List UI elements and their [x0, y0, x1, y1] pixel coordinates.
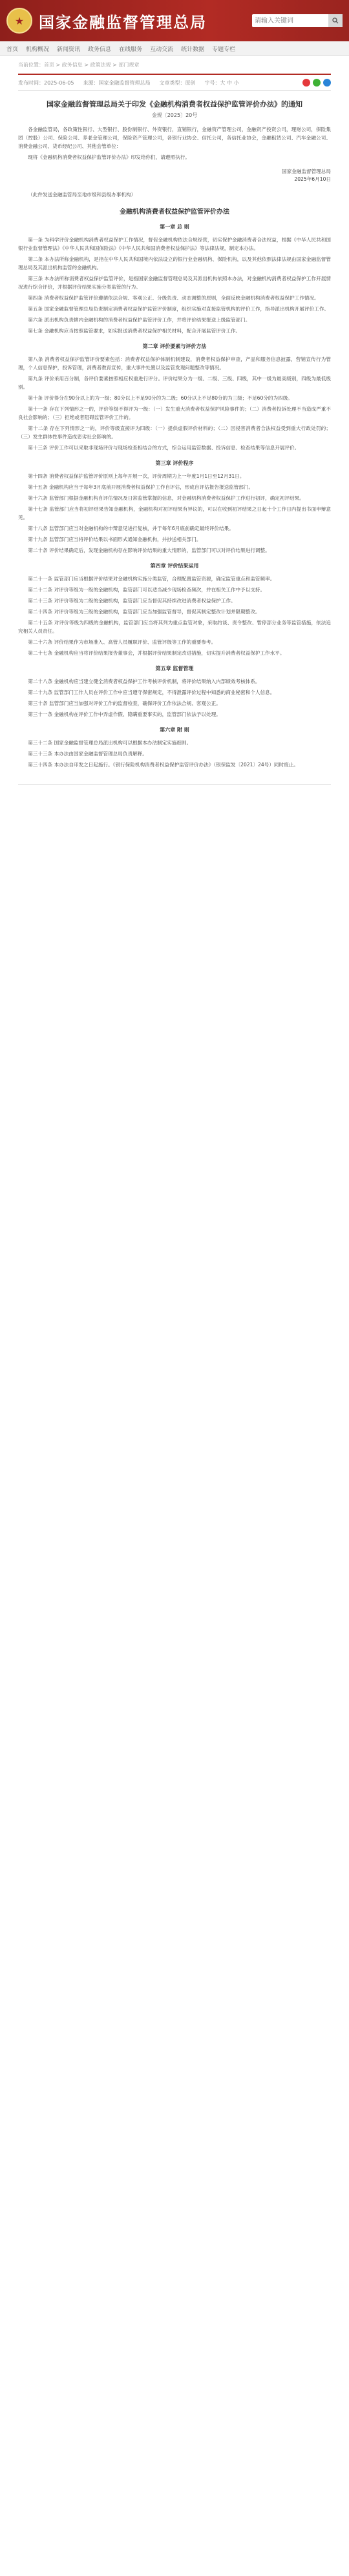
nav-item[interactable]: 新闻资讯	[57, 46, 81, 53]
emblem-icon: ★	[6, 8, 32, 34]
article-clause: 第三条 本办法所称消费者权益保护监管评价，是指国家金融监督管理总局及其派出机构依照本办法，对金融机构消费者权益保护工作开展情况进行综合评价，并根据评价结果实施分类监管的行为。	[18, 276, 331, 290]
font-size-control[interactable]: 字号：大 中 小	[204, 79, 239, 86]
article-clause: 第六条 派出机构负责辖内金融机构的消费者权益保护监管评价工作，并将评价结果报送上级监管部门。	[28, 317, 251, 323]
article-clause: 第二十九条 监管部门工作人员在评价工作中应当遵守保密规定，不得泄露评价过程中知悉的商业秘密和个人信息。	[28, 690, 275, 695]
article-clause: 第二十条 评价结果确定后，发现金融机构存在影响评价结果的重大情形的，监管部门可以对评价结果进行调整。	[28, 547, 270, 553]
wechat-share-icon[interactable]	[313, 79, 321, 87]
article-clause: 第八条 消费者权益保护监管评价要素包括：消费者权益保护体制机制建设，消费者权益保护审查，产品和服务信息披露，营销宣传行为管理，个人信息保护，投诉管理，消费者教育宣传，重大事件处置以及监管发现问题整改等情况。	[18, 356, 331, 371]
article-type: 文章类型：原创	[159, 79, 196, 86]
intro-paragraph: 现将《金融机构消费者权益保护监管评价办法》印发给你们，请遵照执行。	[28, 154, 190, 160]
article-clause: 第三十二条 国家金融监督管理总局派出机构可以根据本办法制定实施细则。	[28, 740, 192, 746]
search-input[interactable]	[252, 15, 328, 26]
article-clause: 第十二条 存在下列情形之一的，评价等级直接评为四级：（一）提供虚假评价材料的；（二）因侵害消费者合法权益受到重大行政处罚的；（三）发生群体性事件造成恶劣社会影响的。	[18, 425, 331, 440]
article-clause: 第三十四条 本办法自印发之日起施行。《银行保险机构消费者权益保护监管评价办法》（银保监发〔2021〕24号）同时废止。	[28, 762, 299, 768]
article-clause: 第二十八条 金融机构应当建立健全消费者权益保护工作考核评价机制，将评价结果纳入内部绩效考核体系。	[28, 679, 260, 684]
article-clause: 第二十五条 对评价等级为四级的金融机构，监管部门应当将其列为重点监管对象，采取约谈、责令整改、暂停部分业务等监管措施，依法追究相关人员责任。	[18, 620, 331, 634]
article-meta	[18, 74, 331, 91]
article-clause: 第十四条 消费者权益保护监管评价原则上每年开展一次，评价周期为上一年度1月1日至12月31日。	[28, 473, 245, 479]
article-container	[0, 56, 349, 785]
article-clause: 第二条 本办法所称金融机构，是指在中华人民共和国境内依法设立的银行业金融机构、保险机构，以及其他依照法律法规由国家金融监督管理总局及其派出机构监管的金融机构。	[18, 256, 331, 271]
article-clause: 第三十条 监管部门应当加强对评价工作的监督检查，确保评价工作依法合规、客观公正。	[28, 700, 221, 706]
nav-item[interactable]: 首页	[6, 46, 19, 53]
breadcrumb[interactable]: 当前位置：首页 > 政务信息 > 政策法规 > 部门规章	[18, 62, 140, 68]
article-clause: 第十八条 监管部门应当对金融机构的申辩意见进行复核，并于每年6月底前确定最终评价结果。	[28, 526, 234, 531]
article-clause: 第十条 评价得分在90分以上的为一级；80分以上不足90分的为二级；60分以上不足80分的为三级；不足60分的为四级。	[28, 395, 293, 401]
signer: 国家金融监督管理总局	[282, 169, 331, 174]
nav-item[interactable]: 统计数据	[181, 46, 205, 53]
sign-date: 2025年6月10日	[294, 176, 331, 182]
article-clause: 第十九条 监管部门应当将评价结果以书面形式通知金融机构，并抄送相关部门。	[28, 537, 202, 542]
chapter-heading: 第三章 评价程序	[155, 460, 194, 466]
search-icon	[332, 17, 339, 24]
publish-date: 发布时间：2025-06-05	[18, 79, 74, 86]
article-clause: 第二十一条 监管部门应当根据评价结果对金融机构实施分类监管，合理配置监管资源，确定监管重点和监管频率。	[28, 576, 275, 582]
regulation-body	[18, 223, 331, 769]
chapter-heading: 第六章 附 则	[160, 727, 189, 733]
source: 来源：国家金融监督管理总局	[83, 79, 151, 86]
distribution-note: （此件发送金融监管局至地市级和县级办事机构）	[28, 192, 136, 198]
site-header	[0, 0, 349, 41]
chapter-heading: 第五章 监督管理	[155, 666, 194, 671]
chapter-heading: 第二章 评价要素与评价方法	[142, 343, 207, 349]
chapter-heading: 第四章 评价结果运用	[150, 563, 199, 569]
search-button[interactable]	[328, 14, 343, 27]
article-clause: 第十七条 监管部门应当将初评结果告知金融机构，金融机构对初评结果有异议的，可以在收到初评结果之日起十个工作日内提出书面申辩意见。	[18, 506, 331, 520]
article-clause: 第二十二条 对评价等级为一级的金融机构，监管部门可以适当减少现场检查频次，并在相关工作中予以支持。	[28, 587, 266, 593]
site-title: 国家金融监督管理总局	[39, 13, 207, 32]
share-bar	[302, 79, 331, 87]
article-clause: 第七条 金融机构应当按照监管要求，如实报送消费者权益保护相关材料，配合开展监管评价工作。	[28, 328, 241, 334]
nav-item[interactable]: 专题专栏	[212, 46, 236, 53]
nav-item[interactable]: 在线服务	[119, 46, 143, 53]
article-clause: 第四条 消费者权益保护监管评价遵循依法合规、客观公正、分级负责、动态调整的原则，全面反映金融机构消费者权益保护工作情况。	[28, 295, 319, 301]
weibo-share-icon[interactable]	[302, 79, 310, 87]
chapter-heading: 第一章 总 则	[160, 224, 189, 230]
article-clause: 第十五条 金融机构应当于每年3月底前开展消费者权益保护工作自评估，形成自评估报告报送监管部门。	[28, 484, 254, 490]
article-clause: 第十六条 监管部门根据金融机构自评估情况及日常监管掌握的信息，对金融机构消费者权益保护工作进行初评，确定初评结果。	[28, 495, 304, 501]
search-box	[252, 14, 343, 27]
article-clause: 第一条 为科学评价金融机构消费者权益保护工作情况，督促金融机构依法合规经营，切实保护金融消费者合法权益，根据《中华人民共和国银行业监督管理法》《中华人民共和国保险法》《中华人民共和国消费者权益保护法》等法律法规，制定本办法。	[18, 237, 331, 251]
signature	[18, 168, 331, 183]
nav-item[interactable]: 互动交流	[150, 46, 174, 53]
article-clause: 第二十七条 金融机构应当将评价结果报告董事会，并根据评价结果制定改进措施，切实提升消费者权益保护工作水平。	[28, 650, 285, 656]
nav-item[interactable]: 政务信息	[88, 46, 112, 53]
article-clause: 第九条 评价采用百分制，各评价要素按照相应权重进行评分。评价结果分为一级、二级、三级、四级，其中一级为最高级别，四级为最低级别。	[18, 376, 331, 390]
article-clause: 第二十六条 评价结果作为市场准入、高管人员履职评价、监管评级等工作的重要参考。	[28, 639, 217, 645]
article-clause: 第十一条 存在下列情形之一的，评价等级不得评为一级：（一）发生重大消费者权益保护风险事件的；（二）消费者投诉处理不当造成严重不良社会影响的；（三）拒绝或者阻碍监管评价工作的。	[18, 406, 331, 420]
main-nav	[0, 41, 349, 56]
article-clause: 第十三条 评价工作可以采取非现场评价与现场检查相结合的方式，综合运用监管数据、投诉信息、检查结果等信息开展评价。	[28, 445, 300, 451]
article-clause: 第五条 国家金融监督管理总局负责制定消费者权益保护监管评价制度，组织实施对直接监管机构的评价工作，指导派出机构开展评价工作。	[28, 306, 329, 312]
article-clause: 第三十三条 本办法由国家金融监督管理总局负责解释。	[28, 751, 147, 757]
article-clause: 第二十三条 对评价等级为二级的金融机构，监管部门应当督促其持续改进消费者权益保护工作。	[28, 598, 236, 604]
qq-share-icon[interactable]	[323, 79, 331, 87]
footer-divider	[18, 784, 331, 785]
document-number: 金规〔2025〕20号	[151, 112, 198, 118]
article-clause: 第三十一条 金融机构在评价工作中弄虚作假、隐瞒重要事实的，监管部门依法予以处理。	[28, 711, 221, 717]
nav-item[interactable]: 机构概况	[26, 46, 50, 53]
regulation-title: 金融机构消费者权益保护监管评价办法	[120, 209, 229, 216]
document-title: 国家金融监督管理总局关于印发《金融机构消费者权益保护监管评价办法》的通知	[47, 100, 302, 108]
article-clause: 第二十四条 对评价等级为三级的金融机构，监管部门应当加强监管督导，督促其制定整改计划并限期整改。	[28, 609, 260, 615]
addressees: 各金融监管局，各政策性银行、大型银行、股份制银行、外资银行，直销银行，金融资产管理公司，金融资产投资公司，理财公司，保险集团（控股）公司、保险公司、养老金管理公司，保险资产管理公司，各银行业协会、信托公司，各信托业协会，金融租赁公司、汽车金融公司、消费金融公司、货币经纪公司、其他会管单位：	[18, 127, 331, 149]
